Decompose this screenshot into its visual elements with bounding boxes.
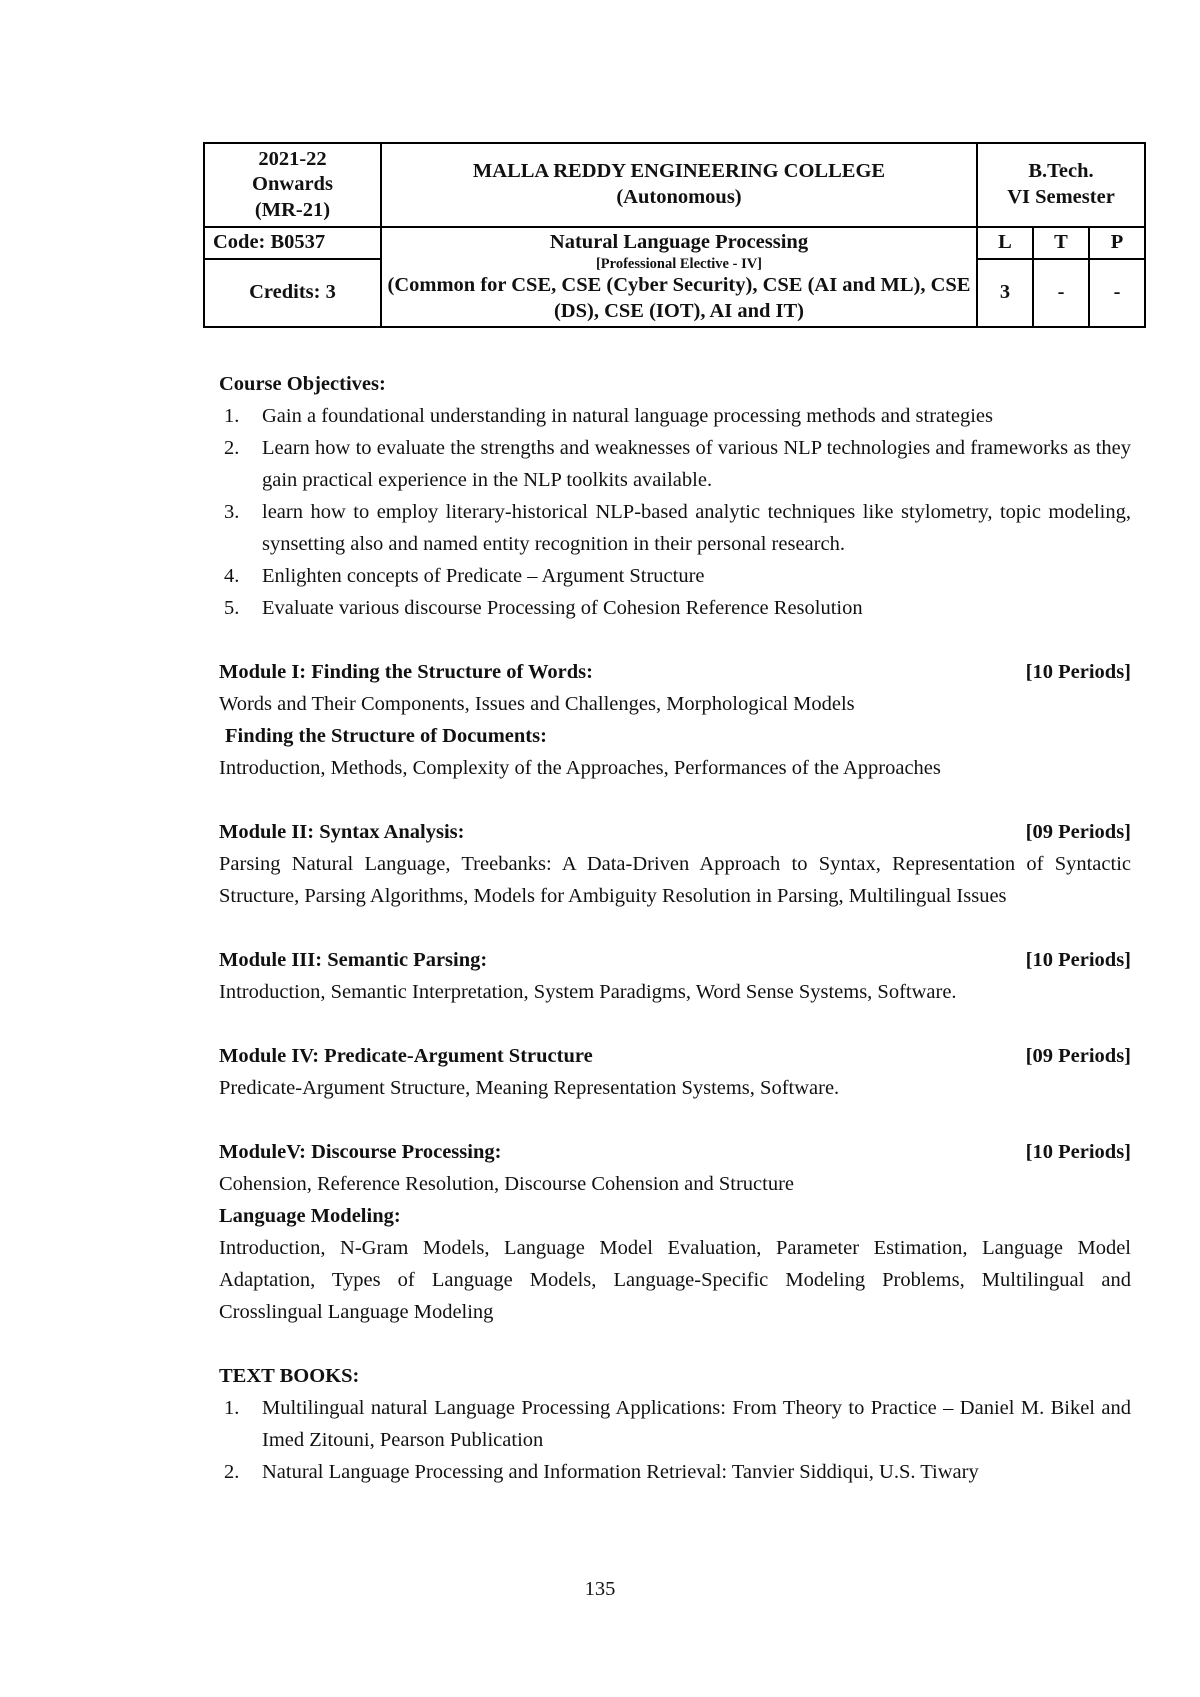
onwards: Onwards [252, 173, 333, 196]
module-text: Words and Their Components, Issues and Challenges, Morphological Models [219, 693, 855, 715]
list-item: 2. Learn how to evaluate the strengths and weaknesses of various NLP technologies and frameworks as they gain practical experience in the NLP toolkits available. [224, 437, 1131, 491]
common-for: (Common for CSE, CSE (Cyber Security), CSE (AI and ML), CSE (DS), CSE (IOT), AI and IT) [387, 274, 971, 322]
program: B.Tech. [1028, 160, 1094, 183]
list-item: 5. Evaluate various discourse Processing of Cohesion Reference Resolution [224, 597, 863, 619]
page-number: 135 [584, 1578, 616, 1600]
module-title: ModuleV: Discourse Processing: [219, 1141, 502, 1163]
course-title: Natural Language Processing [549, 230, 809, 253]
ltp-label-l: L [977, 227, 1033, 259]
textbooks-heading: TEXT BOOKS: [219, 1365, 360, 1387]
ltp-label-t: T [1033, 227, 1089, 259]
module-title: Module IV: Predicate-Argument Structure [219, 1045, 593, 1067]
college-cell [381, 143, 977, 227]
objectives-heading: Course Objectives: [219, 373, 386, 395]
module-subtitle: Finding the Structure of Documents: [225, 725, 547, 747]
module-1 [219, 656, 1131, 784]
elective-label: [Professional Elective - IV] [595, 256, 763, 273]
college-name: MALLA REDDY ENGINEERING COLLEGE [472, 160, 886, 183]
module-text: Parsing Natural Language, Treebanks: A Data-Driven Approach to Syntax, Representation of Syntactic Structure, Parsing Algorithms, Models for Ambiguity Resolution in Parsing, Multilingual Issues [219, 853, 1131, 907]
list-item: 3. learn how to employ literary-historical NLP-based analytic techniques like stylometry, topic modeling, synsetting also and named entity recognition in their personal research. [224, 501, 1131, 555]
syllabus-content [219, 368, 1131, 1488]
module-4 [219, 1040, 1131, 1104]
module-text: Predicate-Argument Structure, Meaning Representation Systems, Software. [219, 1077, 840, 1099]
course-header-table [203, 142, 1146, 328]
module-title: Module I: Finding the Structure of Words: [219, 661, 593, 683]
module-periods: [10 Periods] [1025, 661, 1131, 683]
module-text: Cohension, Reference Resolution, Discourse Cohension and Structure [219, 1173, 795, 1195]
ltp-value-p: - [1089, 259, 1145, 327]
course-code: Code: B0537 [204, 227, 381, 259]
course-title-cell [381, 227, 977, 327]
list-item: 4. Enlighten concepts of Predicate – Argument Structure [224, 565, 705, 587]
regulation-cell [204, 143, 381, 227]
list-item: 1. Gain a foundational understanding in natural language processing methods and strategies [224, 405, 993, 427]
module-periods: [10 Periods] [1025, 949, 1131, 971]
ltp-value-l: 3 [977, 259, 1033, 327]
program-cell [977, 143, 1145, 227]
module-periods: [09 Periods] [1025, 821, 1131, 843]
ltp-label-p: P [1089, 227, 1145, 259]
module-subtext: Introduction, N-Gram Models, Language Model Evaluation, Parameter Estimation, Language Model Adaptation, Types of Language Models, Language-Specific Modeling Problems, Multilingual and Crosslingual Language Modeling [219, 1237, 1131, 1323]
module-title: Module III: Semantic Parsing: [219, 949, 488, 971]
ltp-value-t: - [1033, 259, 1089, 327]
year: 2021-22 [258, 147, 327, 170]
textbooks-list [219, 1392, 1131, 1488]
module-text: Introduction, Semantic Interpretation, System Paradigms, Word Sense Systems, Software. [219, 981, 957, 1003]
semester: VI Semester [1007, 186, 1115, 208]
module-periods: [09 Periods] [1025, 1045, 1131, 1067]
module-periods: [10 Periods] [1025, 1141, 1131, 1163]
module-2 [219, 816, 1131, 912]
objectives-list [219, 400, 1131, 624]
module-subtext: Introduction, Methods, Complexity of the Approaches, Performances of the Approaches [219, 757, 941, 779]
list-item: 2. Natural Language Processing and Information Retrieval: Tanvier Siddiqui, U.S. Tiwary [224, 1461, 979, 1483]
module-3 [219, 944, 1131, 1008]
autonomous-label: (Autonomous) [616, 186, 742, 208]
module-title: Module II: Syntax Analysis: [219, 821, 465, 843]
module-5 [219, 1136, 1131, 1328]
regulation: (MR-21) [254, 198, 331, 221]
credits: Credits: 3 [204, 259, 381, 327]
module-subtitle: Language Modeling: [219, 1205, 401, 1227]
list-item: 1. Multilingual natural Language Processing Applications: From Theory to Practice – Daniel M. Bikel and Imed Zitouni, Pearson Publication [224, 1397, 1131, 1451]
